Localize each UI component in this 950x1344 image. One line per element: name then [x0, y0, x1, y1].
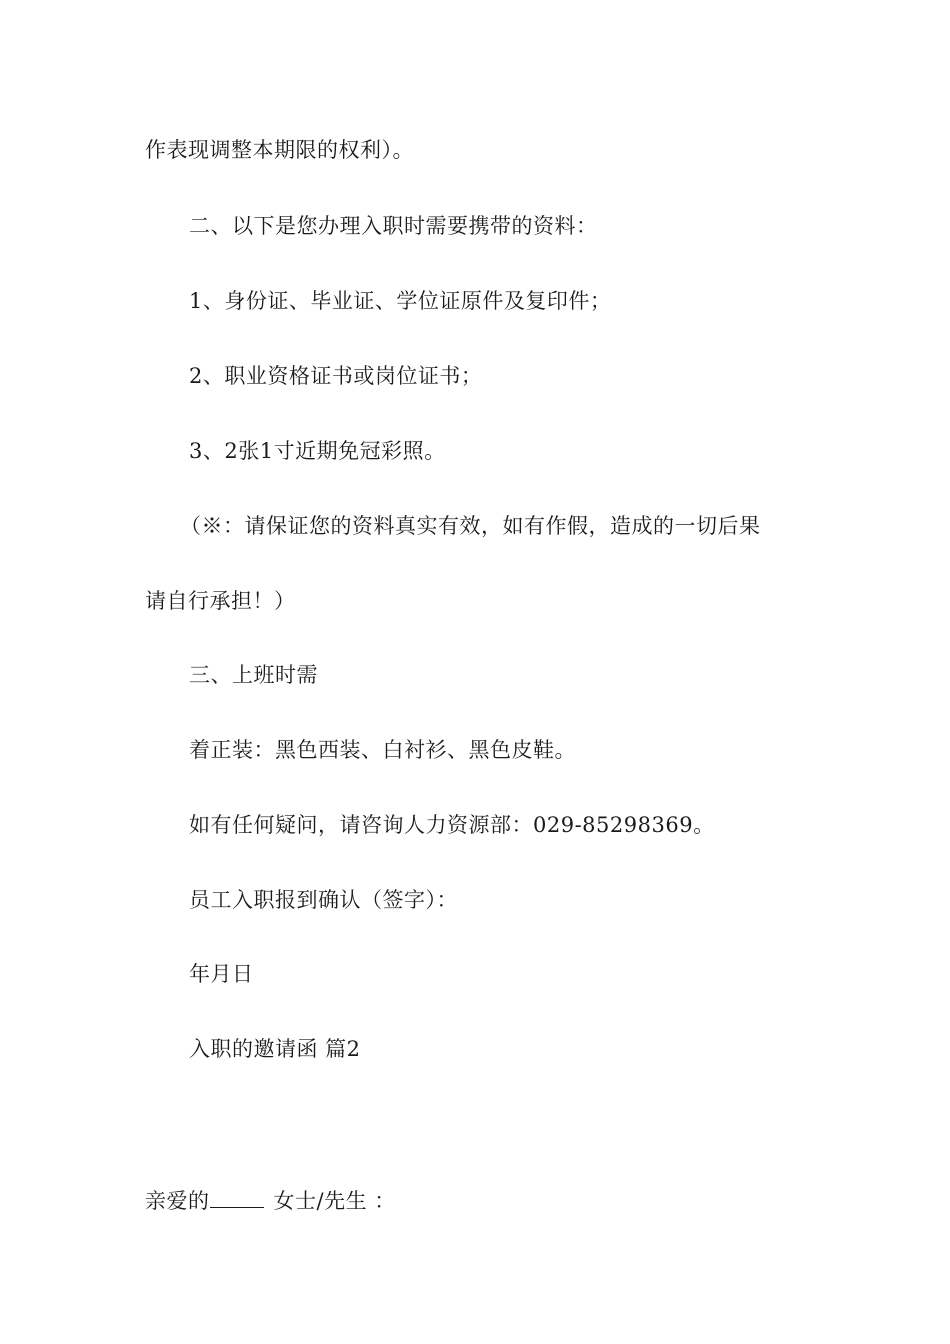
dress-code-text: 着正装：黑色西装、白衬衫、黑色皮鞋。 [189, 738, 576, 762]
salutation [145, 1185, 396, 1215]
list-item: 3、2张1寸近期免冠彩照。 [189, 439, 446, 463]
name-blank [210, 1185, 264, 1208]
list-item: 1、身份证、毕业证、学位证原件及复印件； [189, 289, 612, 313]
notice-text: （※：请保证您的资料真实有效，如有作假，造成的一切后果 [180, 514, 761, 538]
notice-text-continuation: 请自行承担！） [145, 589, 296, 613]
section-three-heading: 三、上班时需 [189, 663, 318, 687]
salutation-suffix: 女士/先生 ： [273, 1189, 396, 1213]
date-line: 年月日 [189, 962, 254, 986]
contact-text: 如有任何疑问，请咨询人力资源部：029-85298369。 [189, 813, 715, 837]
signature-confirmation: 员工入职报到确认（签字）： [189, 888, 458, 912]
salutation-prefix: 亲爱的 [145, 1189, 210, 1213]
article-two-title: 入职的邀请函 篇2 [189, 1037, 361, 1061]
section-two-heading: 二、以下是您办理入职时需要携带的资料： [189, 214, 598, 238]
paragraph-continuation: 作表现调整本期限的权利）。 [145, 138, 414, 162]
list-item: 2、职业资格证书或岗位证书； [189, 364, 483, 388]
